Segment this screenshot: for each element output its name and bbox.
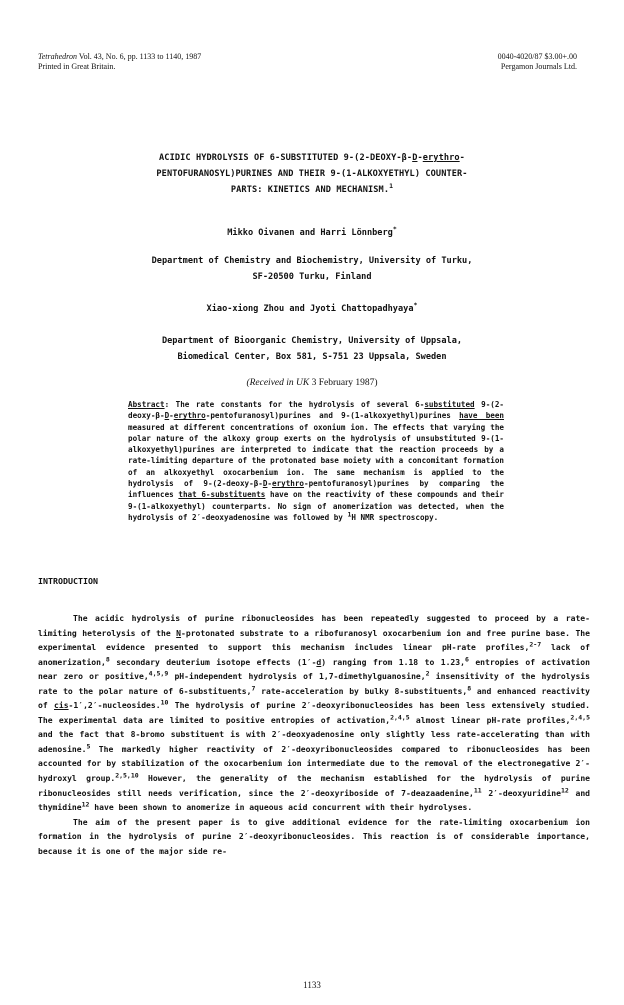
abstract: Abstract: The rate constants for the hydrolysis of several 6-substituted 9-(2-deoxy-β-D-erythro-pentofuranosyl)purines and 9-(1-alkoxyethyl)purines have been measured at different concentrations of oxonium ion. The effects that varying the polar nature of the alkoxy group exerts on the hydrolysis of unsubstituted 9-(1-alkoxyethyl)purines are interpreted to indicate that the reaction proceeds by a rate-limiting departure of the protonated base moiety with a concomitant formation of an alkoxyethyl oxocarbenium ion. The same mechanism is applied to the hydrolysis of 9-(2-deoxy-β-D-erythro-pentofuranosyl)purines by comparing the influences that 6-substituents have on the reactivity of these compounds and their 9-(1-alkoxyethyl) counterparts. No sign of anomerization was detected, when the hydrolysis of 2′-deoxyadenosine was followed by $^1$H NMR spectroscopy. — [128, 400, 504, 522]
paragraph-1: The acidic hydrolysis of purine ribonucleosides has been repeatedly suggested to proceed by a rate-limiting heterolysis of the N-protonated substrate to a ribofuranosyl oxocarbenium ion and free purine base. The experimental evidence presented to support this mechanism includes linear pH-rate profiles,$^{2-7}$ lack of anomerization,$^8$ secondary deuterium isotope effects (1′-d) ranging from 1.18 to 1.23,$^6$ entropies of activation near zero or positive,$^{4,5,9}$ pH-independent hydrolysis of 1,7-dimethylguanosine,$^2$ insensitivity of the hydrolysis rate to the polar nature of 6-substituents,$^7$ rate-acceleration by bulky 8-substituents,$^8$ and enhanced reactivity of cis-1′,2′-nucleosides.$^{10}$ The hydrolysis of purine 2′-deoxyribonucleosides has been less extensively studied. The experimental data are limited to positive entropies of activation,$^{2,4,5}$ almost linear pH-rate profiles,$^{2,4,5}$ and the fact that 8-bromo substituent is with 2′-deoxyadenosine only slightly less rate-accelerating than with adenosine.$^5$ The markedly higher reactivity of 2′-deoxyribonucleosides compared to ribonucleosides has been accounted for by stabilization of the oxocarbenium ion intermediate due to the removal of the electronegative 2′-hydroxyl group.$^{2,5,10}$ However, the generality of the mechanism established for the hydrolysis of purine ribonucleosides still needs verification, since the 2′-deoxyriboside of 7-deazaadenine,$^{11}$ 2′-deoxyuridine$^{12}$ and thymidine$^{12}$ have been shown to anomerize in aqueous acid concurrent with their hydrolyses. — [38, 614, 591, 813]
authors-turku: Mikko Oivanen and Harri Lönnberg* — [227, 225, 397, 238]
title-line-2: PENTOFURANOSYL)PURINES AND THEIR 9-(1-ALKOXYETHYL) COUNTER- — [156, 169, 468, 179]
authors-uppsala: Xiao-xiong Zhou and Jyoti Chattopadhyaya* — [206, 301, 418, 314]
body-text — [38, 612, 590, 859]
section-heading-introduction: INTRODUCTION — [38, 576, 98, 586]
publisher: Pergamon Journals Ltd. — [500, 62, 577, 71]
abstract-label: Abstract — [128, 400, 165, 409]
paragraph-2: The aim of the present paper is to give additional evidence for the rate-limiting oxocarbenium ion formation in the hydrolysis of purine 2′-deoxyribonucleosides. This reaction is of considerable importance, because it is one of the major side re- — [38, 817, 590, 856]
article-title — [0, 150, 624, 198]
affiliation-turku: Department of Chemistry and Biochemistry, University of Turku, SF-20500 Turku, Finland — [151, 256, 473, 282]
affiliation-uppsala: Department of Bioorganic Chemistry, University of Uppsala, Biomedical Center, Box 581, S-751 23 Uppsala, Sweden — [161, 336, 463, 362]
printed-in: Printed in Great Britain. — [38, 62, 116, 71]
title-line-3: PARTS: KINETICS AND MECHANISM.$^1$ — [230, 182, 394, 195]
journal-header-right — [498, 52, 577, 72]
received-date: (Received in UK 3 February 1987) — [246, 378, 378, 388]
price-code: 0040-4020/87 $3.00+.00 — [497, 52, 577, 61]
title-line-1: ACIDIC HYDROLYSIS OF 6-SUBSTITUTED 9-(2-DEOXY-β-D-erythro- — [159, 153, 465, 163]
page-number: 1133 — [303, 980, 321, 990]
journal-name: Tetrahedron — [38, 52, 77, 61]
journal-citation: Tetrahedron Vol. 43, No. 6, pp. 1133 to 1140, 1987 — [38, 52, 202, 61]
journal-header-left — [38, 52, 201, 72]
